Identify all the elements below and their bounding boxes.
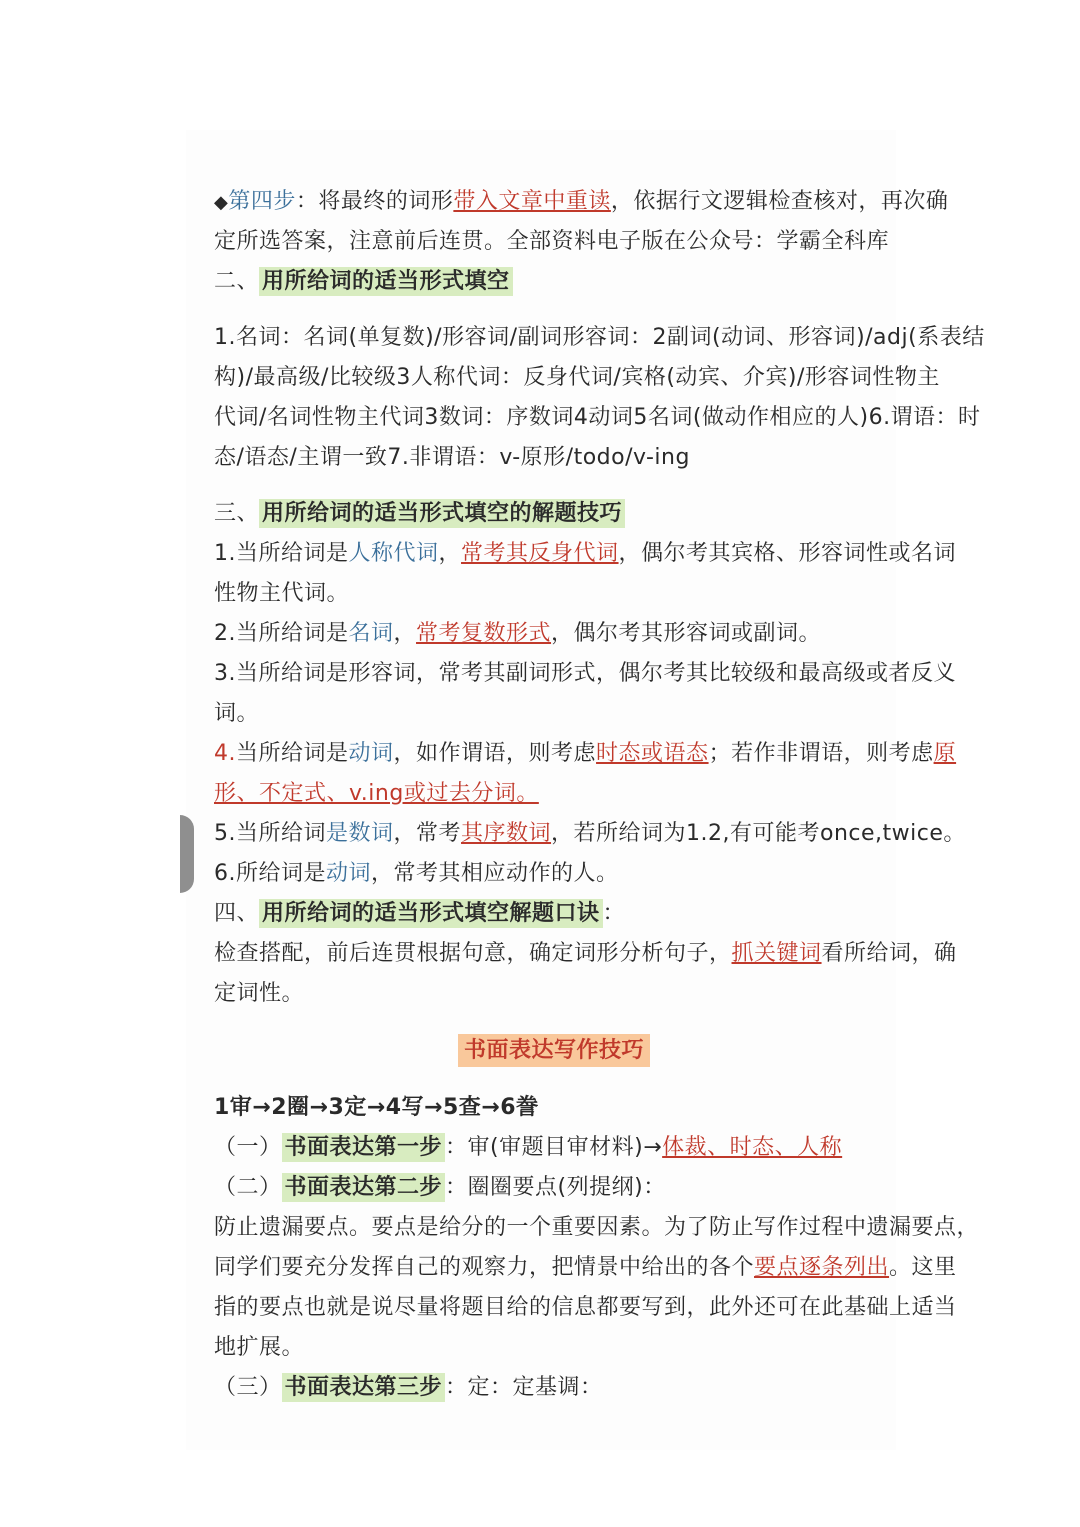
tip-text: ， xyxy=(393,621,417,646)
step2-body-line3: 指的要点也就是说尽量将题目给的信息都要写到，此外还可在此基础上适当 xyxy=(214,1295,957,1320)
tip-text: 2.当所给词是 xyxy=(214,621,349,646)
step2-body-line2 xyxy=(214,1248,957,1288)
tip-highlight: 常考复数形式 xyxy=(416,621,552,646)
tip-4-cont xyxy=(214,774,894,814)
tip-keyword: 动词 xyxy=(348,741,394,766)
step-text: ：审(审题目审材料)→ xyxy=(445,1135,663,1160)
step2-body-line1: 防止遗漏要点。要点是给分的一个重要因素。为了防止写作过程中遗漏要点， xyxy=(214,1215,980,1240)
section2-prefix: 二、 xyxy=(214,269,260,294)
writing-step-3 xyxy=(214,1368,894,1408)
section4-body xyxy=(214,934,957,974)
section4-suffix: ： xyxy=(602,901,626,926)
step4-highlight: 带入文章中重读 xyxy=(453,189,611,214)
tip-6 xyxy=(214,854,894,894)
section3-prefix: 三、 xyxy=(214,501,260,526)
mnemonic-text: 检查搭配，前后连贯根据句意，确定词形分析句子， xyxy=(214,941,732,966)
step2-text: 同学们要充分发挥自己的观察力，把情景中给出的各个 xyxy=(214,1255,755,1280)
tip-text: ，偶尔考其宾格、形容词性或名词 xyxy=(618,541,957,566)
step-highlight: 体裁、时态、人称 xyxy=(662,1135,843,1160)
tip-keyword: 是数词 xyxy=(326,821,394,846)
section4-body-cont: 定词性。 xyxy=(214,981,305,1006)
tip-highlight: 原 xyxy=(933,741,957,766)
bullet-icon: ◆ xyxy=(214,192,229,213)
step2-body-line4: 地扩展。 xyxy=(214,1335,305,1360)
section2-line: 代词/名词性物主代词3数词：序数词4动词5名词(做动作相应的人)6.谓语：时 xyxy=(214,405,981,430)
step-prefix: （三） xyxy=(214,1375,282,1400)
tip-text: ，偶尔考其形容词或副词。 xyxy=(551,621,822,646)
tip-highlight: 常考其反身代词 xyxy=(461,541,619,566)
tip-3-cont: 词。 xyxy=(214,701,260,726)
step-text: ：圈圈要点(列提纲)： xyxy=(445,1175,666,1200)
step4-label: 第四步 xyxy=(228,189,296,214)
tip-1 xyxy=(214,534,957,574)
mnemonic-text: 看所给词，确 xyxy=(821,941,957,966)
tip-text: ；若作非谓语，则考虑 xyxy=(708,741,934,766)
section2-title: 用所给词的适当形式填空 xyxy=(259,267,513,296)
step2-highlight: 要点逐条列出 xyxy=(754,1255,890,1280)
tip-text: ，常考其相应动作的人。 xyxy=(371,861,619,886)
tip-text: ， xyxy=(438,541,462,566)
tip-5 xyxy=(214,814,966,854)
section4-title: 用所给词的适当形式填空解题口诀 xyxy=(259,899,603,928)
step-prefix: （一） xyxy=(214,1135,282,1160)
tip-3: 3.当所给词是形容词，常考其副词形式，偶尔考其比较级和最高级或者反义 xyxy=(214,661,956,686)
side-scroll-handle[interactable] xyxy=(180,815,194,893)
writing-step-2 xyxy=(214,1168,894,1208)
tip-1-cont: 性物主代词。 xyxy=(214,581,350,606)
tip-keyword: 动词 xyxy=(326,861,372,886)
section3-title: 用所给词的适当形式填空的解题技巧 xyxy=(259,499,625,528)
section4-heading xyxy=(214,894,894,934)
section3-heading xyxy=(214,494,894,534)
tip-highlight: 时态或语态 xyxy=(596,741,709,766)
step-prefix: （二） xyxy=(214,1175,282,1200)
tip-text: 当所给词是 xyxy=(236,741,349,766)
step4-text: ：将最终的词形 xyxy=(295,189,454,214)
tip-4 xyxy=(214,734,957,774)
tip-number: 4. xyxy=(214,741,236,766)
writing-title: 书面表达写作技巧 xyxy=(458,1034,650,1067)
document-content xyxy=(214,182,985,1408)
tip-text: 6.所给词是 xyxy=(214,861,326,886)
step-text: ：定：定基调： xyxy=(445,1375,603,1400)
mnemonic-highlight: 抓关键词 xyxy=(731,941,822,966)
writing-steps-flow: 1审→2圈→3定→4写→5查→6誊 xyxy=(214,1095,539,1120)
writing-title-row xyxy=(214,1026,894,1076)
step4-line1 xyxy=(214,182,949,222)
tip-highlight: 形、不定式、v.ing或过去分词。 xyxy=(214,781,539,806)
tip-text: 5.当所给词 xyxy=(214,821,326,846)
writing-step-1 xyxy=(214,1128,894,1168)
tip-2 xyxy=(214,614,894,654)
tip-text: ，如作谓语，则考虑 xyxy=(393,741,597,766)
section4-prefix: 四、 xyxy=(214,901,260,926)
section2-line: 1.名词：名词(单复数)/形容词/副词形容词：2副词(动词、形容词)/adj(系表结 xyxy=(214,325,985,350)
section2-line: 态/语态/主谓一致7.非谓语：v-原形/todo/v-ing xyxy=(214,445,690,470)
step2-text: 。这里 xyxy=(889,1255,957,1280)
step-title: 书面表达第一步 xyxy=(282,1133,446,1162)
step4-rest: ，依据行文逻辑检查核对，再次确 xyxy=(610,189,949,214)
tip-text: ，常考 xyxy=(393,821,462,846)
step-title: 书面表达第三步 xyxy=(282,1373,446,1402)
tip-keyword: 人称代词 xyxy=(348,541,439,566)
section2-line: 构)/最高级/比较级3人称代词：反身代词/宾格(动宾、介宾)/形容词性物主 xyxy=(214,365,940,390)
step4-line2: 定所选答案，注意前后连贯。全部资料电子版在公众号：学霸全科库 xyxy=(214,229,890,254)
tip-highlight: 其序数词 xyxy=(461,821,552,846)
tip-text: ，若所给词为1.2,有可能考once,twice。 xyxy=(551,821,966,846)
tip-keyword: 名词 xyxy=(348,621,394,646)
section2-heading xyxy=(214,262,894,302)
step-title: 书面表达第二步 xyxy=(282,1173,446,1202)
tip-text: 1.当所给词是 xyxy=(214,541,349,566)
